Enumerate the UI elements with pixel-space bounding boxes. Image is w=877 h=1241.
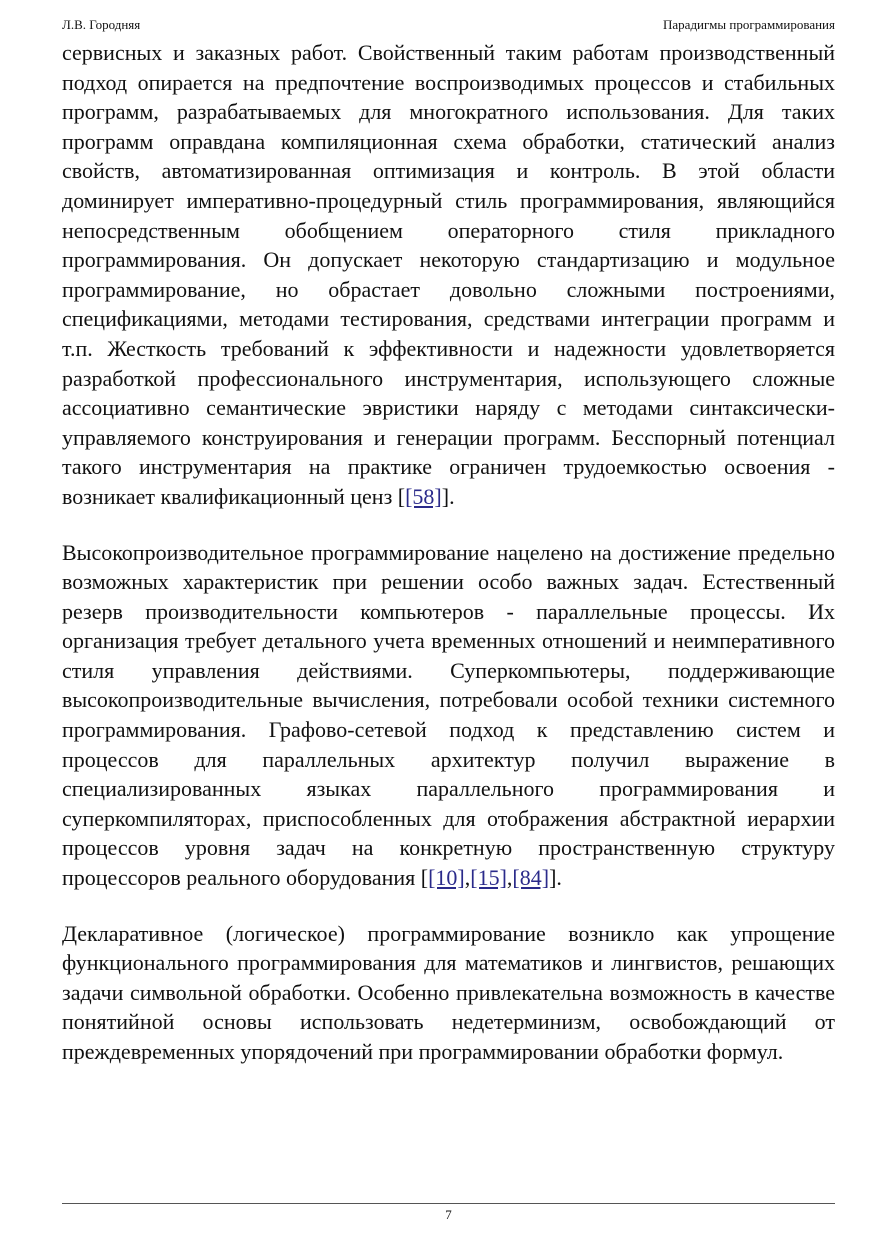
paragraph-2-text: Высокопроизводительное программирование нацелено на достижение предельно возможных характеристик при решении особо важных задач. Естественный резерв производительности компьютеров - параллельные процессы. Их организация требует детального учета временных отношений и неимперативного стиля управления действиями. Суперкомпьютеры, поддерживающие высокопроизводительные вычисления, потребовали особой техники системного программирования. Графово-сетевой подход к представлению систем и процессов для параллельных архитектур получил выражение в специализированных языках параллельного программирования и суперкомпиляторах, приспособленных для отображения абстрактной иерархии процессов уровня задач на конкретную пространственную структуру процессоров реального оборудования: [62, 539, 835, 891]
footer-divider: [62, 1203, 835, 1204]
paragraph-1: [62, 38, 835, 512]
bracket-close: ].: [549, 865, 562, 891]
reference-link-10[interactable]: [10]: [428, 865, 465, 891]
bracket-open: [: [420, 865, 429, 891]
paragraph-1-text: сервисных и заказных работ. Свойственный таким работам производственный подход опирается на предпочтение воспроизводимых процессов и стабильных программ, разрабатываемых для многократного использования. Для таких программ оправдана компиляционная схема обработки, статический анализ свойств, автоматизированная оптимизация и контроль. В этой области доминирует императивно-процедурный стиль программирования, являющийся непосредственным обобщением операторного стиля прикладного программирования. Он допускает некоторую стандартизацию и модульное программирование, но обрастает довольно сложными построениями, спецификациями, методами тестирования, средствами интеграции программ и т.п. Жесткость требований к эффективности и надежности удовлетворяется разработкой профессионального инструментария, использующего сложные ассоциативно семантические эвристики наряду с методами синтаксически-управляемого конструирования и генерации программ. Бесспорный потенциал такого инструментария на практике ограничен трудоемкостью освоения - возникает квалификационный ценз: [62, 40, 835, 509]
paragraph-3-text: Декларативное (логическое) программирование возникло как упрощение функционального программирования для математиков и лингвистов, решающих задачи символьной обработки. Особенно привлекательна возможность в качестве понятийной основы использовать недетерминизм, освобождающий от преждевременных упорядочений при программировании обработки формул.: [62, 920, 835, 1064]
ref-separator: ,: [506, 865, 513, 891]
page-number: 7: [445, 1207, 452, 1222]
bracket-close: ].: [441, 483, 455, 509]
ref-separator: ,: [464, 865, 471, 891]
header-title: Парадигмы программирования: [663, 17, 835, 32]
reference-link-15[interactable]: [15]: [470, 865, 507, 891]
reference-link-84[interactable]: [84]: [512, 865, 550, 891]
paragraph-3: [62, 919, 835, 1067]
paragraph-2: [62, 538, 835, 893]
reference-link-58[interactable]: [58]: [405, 483, 442, 509]
body-text: [62, 38, 835, 1067]
bracket-open: [: [397, 483, 406, 509]
header-author: Л.В. Городняя: [62, 17, 141, 32]
